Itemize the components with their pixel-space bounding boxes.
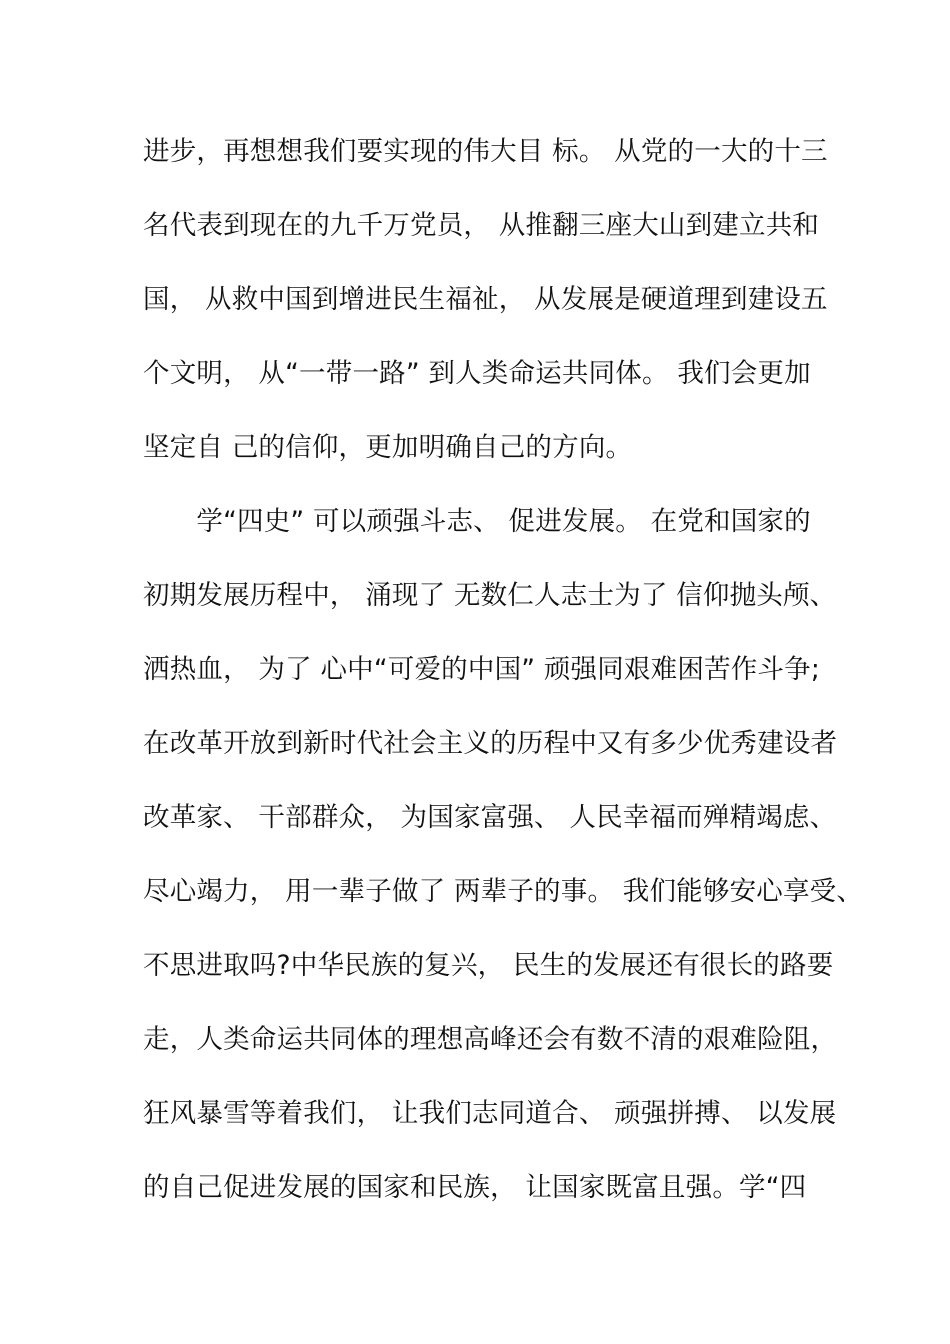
text-line: 个文明， 从“一带一路” 到人类命运共同体。 我们会更加: [143, 358, 811, 389]
text-line: 改革家、 干部群众， 为国家富强、 人民幸福而殚精竭虑、: [143, 802, 837, 833]
text-line: 尽心竭力， 用一辈子做了 两辈子的事。 我们能够安心享受、: [143, 876, 864, 907]
text-line: 狂风暴雪等着我们， 让我们志同道合、 顽强拼搏、 以发展: [143, 1098, 837, 1129]
text-line: 不思进取吗?中华民族的复兴， 民生的发展还有很长的路要: [143, 950, 834, 981]
text-line: 名代表到现在的九千万党员， 从推翻三座大山到建立共和: [143, 210, 820, 241]
text-line: 坚定自 己的信仰，更加明确自己的方向。: [143, 432, 633, 463]
text-line: 走，人类命运共同体的理想高峰还会有数不清的艰难险阻，: [143, 1024, 838, 1055]
text-line: 在改革开放到新时代社会主义的历程中又有多少优秀建设者: [143, 728, 838, 759]
text-line: 初期发展历程中， 涌现了 无数仁人志士为了 信仰抛头颅、: [143, 580, 837, 611]
text-line: 洒热血， 为了 心中“可爱的中国” 顽强同艰难困苦作斗争;: [143, 654, 820, 685]
body-text: [143, 128, 864, 1238]
text-line: 的自己促进发展的国家和民族， 让国家既富且强。学“四: [143, 1172, 807, 1203]
text-line: 国， 从救中国到增进民生福祉， 从发展是硬道理到建设五: [143, 284, 828, 315]
text-line: 进步，再想想我们要实现的伟大目 标。 从党的一大的十三: [143, 136, 828, 167]
text-line: 学“四史” 可以顽强斗志、 促进发展。 在党和国家的: [143, 506, 811, 537]
